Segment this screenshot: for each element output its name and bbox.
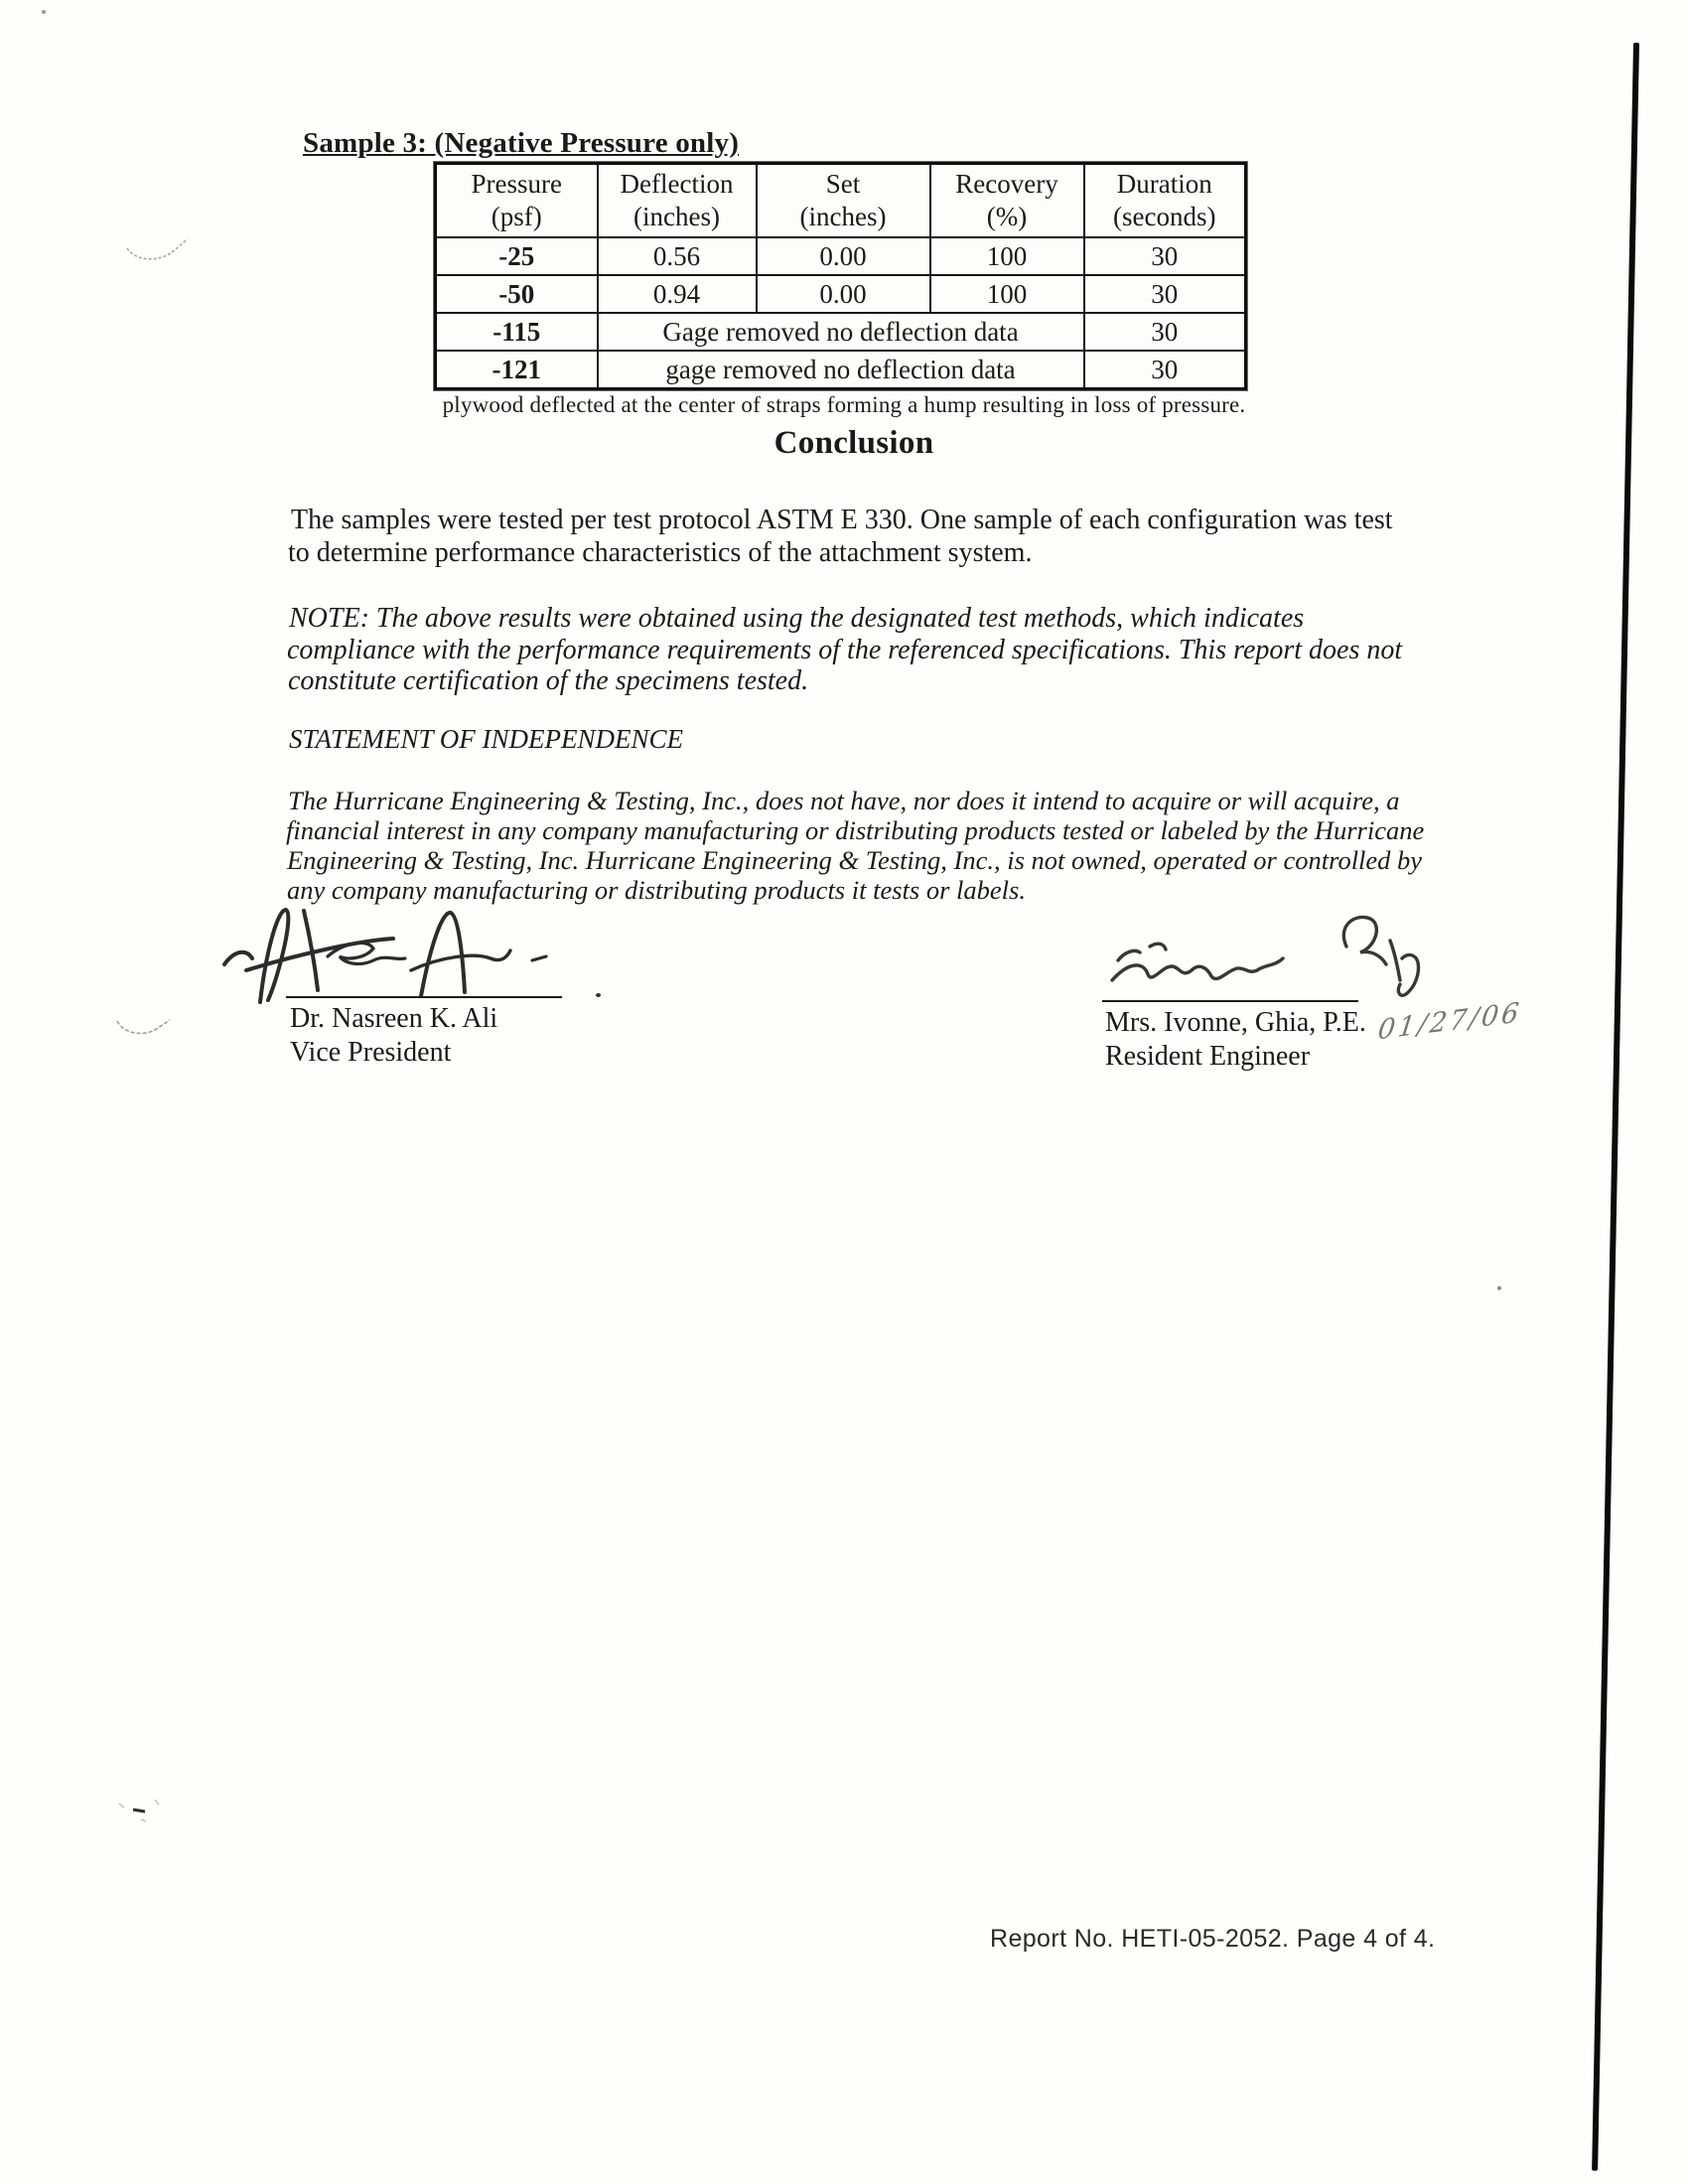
cell-recovery: 100 — [930, 237, 1084, 275]
cell-pressure: -50 — [436, 275, 598, 313]
table-header-row — [436, 164, 1246, 238]
signature-line-right — [1102, 1000, 1358, 1002]
table-row — [436, 351, 1246, 389]
cell-merged-note: gage removed no deflection data — [598, 351, 1084, 389]
header-deflection: Deflection (inches) — [598, 164, 757, 238]
conclusion-paragraph-line: to determine performance characteristics of the attachment system. — [288, 537, 1033, 568]
conclusion-paragraph-line: The samples were tested per test protocol ASTM E 330. One sample of each configuration was test — [291, 505, 1393, 535]
cell-duration: 30 — [1084, 237, 1246, 275]
cell-pressure: -25 — [436, 237, 598, 275]
cell-duration: 30 — [1084, 313, 1246, 351]
table-heading: Sample 3: (Negative Pressure only) — [303, 127, 740, 159]
note-paragraph-line: constitute certification of the specimens tested. — [288, 665, 809, 696]
cell-set: 0.00 — [757, 275, 930, 313]
signer-title-left: Vice President — [290, 1037, 452, 1068]
cell-deflection: 0.56 — [598, 237, 757, 275]
table-row — [436, 237, 1246, 275]
scan-artifact-mark — [103, 1784, 173, 1829]
cell-deflection: 0.94 — [598, 275, 757, 313]
table-row — [436, 313, 1246, 351]
header-pressure: Pressure (psf) — [436, 164, 598, 238]
scan-speck — [42, 10, 46, 14]
report-footer: Report No. HETI-05-2052. Page 4 of 4. — [990, 1925, 1436, 1953]
header-recovery: Recovery (%) — [930, 164, 1084, 238]
signer-name-right: Mrs. Ivonne, Ghia, P.E. — [1105, 1007, 1366, 1038]
note-paragraph-line: NOTE: The above results were obtained using the designated test methods, which indicates — [289, 603, 1305, 634]
statement-paragraph-line: Engineering & Testing, Inc. Hurricane Engineering & Testing, Inc., is not owned, operated or controlled by — [287, 845, 1423, 875]
scan-artifact-curl — [125, 236, 191, 266]
cell-duration: 30 — [1084, 275, 1246, 313]
header-duration: Duration (seconds) — [1084, 164, 1246, 238]
signer-title-right: Resident Engineer — [1105, 1041, 1311, 1072]
table-row — [436, 275, 1246, 313]
note-paragraph-line: compliance with the performance requirements of the referenced specifications. This report does not — [287, 635, 1403, 665]
conclusion-heading: Conclusion — [774, 425, 934, 461]
scan-speck — [1497, 1286, 1501, 1290]
scan-artifact-vertical-line — [1592, 43, 1639, 2171]
statement-paragraph-line: any company manufacturing or distributing products it tests or labels. — [287, 875, 1026, 905]
cell-duration: 30 — [1084, 351, 1246, 389]
statement-paragraph-line: financial interest in any company manufacturing or distributing products tested or labeled by the Hurricane — [286, 815, 1425, 845]
table-footnote: plywood deflected at the center of straps forming a hump resulting in loss of pressure. — [442, 392, 1246, 417]
header-set: Set (inches) — [757, 164, 930, 238]
statement-paragraph-line: The Hurricane Engineering & Testing, Inc., does not have, nor does it intend to acquire or will acquire, a — [288, 786, 1400, 815]
scan-artifact-curl — [115, 1013, 173, 1039]
statement-heading: STATEMENT OF INDEPENDENCE — [289, 724, 684, 754]
signature-line-left — [286, 996, 562, 998]
cell-recovery: 100 — [930, 275, 1084, 313]
results-table — [434, 162, 1247, 390]
handwritten-date: 01/27/06 — [1376, 996, 1524, 1047]
cell-set: 0.00 — [757, 237, 930, 275]
cell-pressure: -121 — [436, 351, 598, 389]
cell-pressure: -115 — [436, 313, 598, 351]
signature-nasreen-ali — [216, 899, 584, 1010]
signer-name-left: Dr. Nasreen K. Ali — [290, 1003, 498, 1034]
scan-speck — [596, 993, 601, 997]
cell-merged-note: Gage removed no deflection data — [598, 313, 1084, 351]
